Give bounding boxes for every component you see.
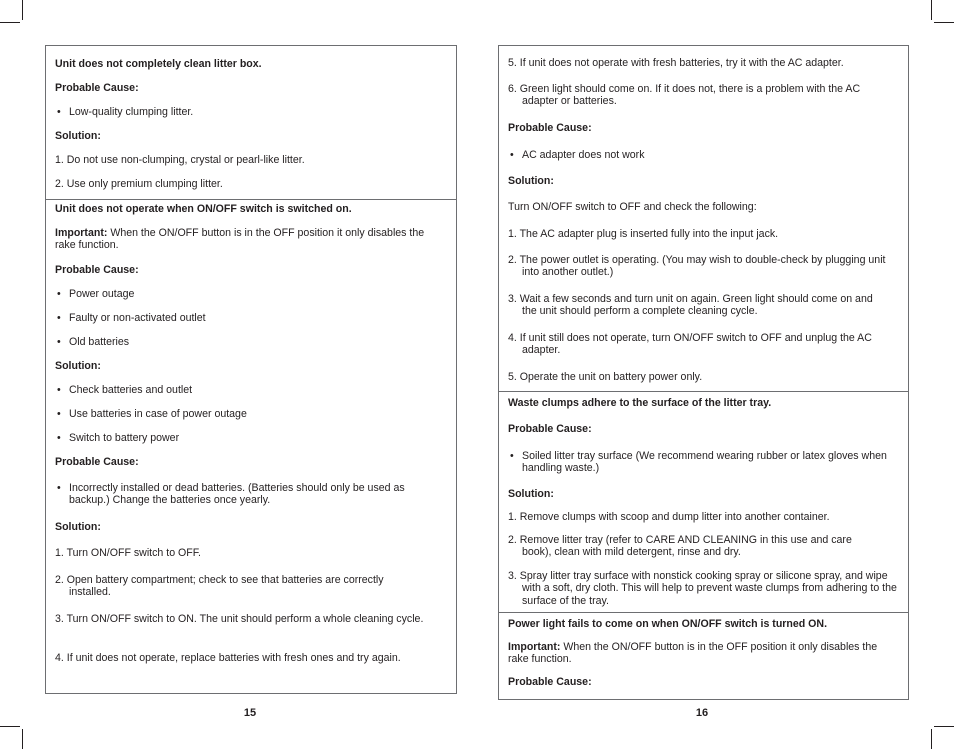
solution-step: 4. If unit does not operate, replace batteries with fresh ones and try again. [55, 652, 401, 664]
page-number: 16 [695, 707, 709, 719]
solution-step: 3. Turn ON/OFF switch to ON. The unit should perform a whole cleaning cycle. [55, 613, 424, 625]
cause-item: • Incorrectly installed or dead batteries. (Batteries should only be used as backup.) Change the batteries once yearly. [55, 482, 426, 507]
solution-step: 1. Do not use non-clumping, crystal or pearl-like litter. [55, 154, 305, 166]
important-note [508, 641, 898, 666]
solution-step: 5. If unit does not operate with fresh batteries, try it with the AC adapter. [508, 57, 844, 69]
crop-mark [934, 726, 954, 727]
solution-item: • Check batteries and outlet [55, 384, 446, 396]
section-unit-does-not-operate [46, 199, 456, 694]
right-page-panel [498, 45, 909, 700]
crop-mark [22, 729, 23, 749]
check-step: 4. If unit still does not operate, turn ON/OFF switch to OFF and unplug the AC adapter. [508, 332, 872, 357]
probable-cause-label: Probable Cause: [55, 264, 139, 276]
crop-mark [22, 0, 23, 20]
crop-mark [934, 22, 954, 23]
crop-mark [931, 0, 932, 20]
probable-cause-label: Probable Cause: [508, 122, 592, 134]
solution-item: • Use batteries in case of power outage [55, 408, 446, 420]
solution-label: Solution: [508, 488, 554, 500]
important-text: When the ON/OFF button is in the OFF position it only disables the rake function. [508, 641, 878, 666]
cause-item: • Faulty or non-activated outlet [55, 312, 446, 324]
section-heading: Waste clumps adhere to the surface of the litter tray. [508, 397, 772, 409]
check-step: 3. Wait a few seconds and turn unit on again. Green light should come on and the unit should perform a complete cleaning cycle. [508, 293, 873, 318]
section-waste-clumps [499, 391, 908, 613]
section-heading: Unit does not operate when ON/OFF switch is switched on. [55, 203, 352, 215]
solution-label: Solution: [55, 521, 101, 533]
solution-step: 6. Green light should come on. If it does not, there is a problem with the AC adapter or batteries. [508, 83, 861, 108]
crop-mark [0, 726, 20, 727]
probable-cause-label: Probable Cause: [55, 82, 139, 94]
cause-item: • Low-quality clumping litter. [55, 106, 446, 118]
solution-step: 2. Remove litter tray (refer to CARE AND CLEANING in this use and care book), clean with mild detergent, rinse and dry. [508, 534, 852, 559]
important-label: Important: [55, 227, 108, 239]
solution-label: Solution: [508, 175, 554, 187]
solution-step: 3. Spray litter tray surface with nonstick cooking spray or silicone spray, and wipe with a soft, dry cloth. This will help to prevent waste clumps from adhering to the surface of the tray. [508, 570, 897, 607]
solution-item: • Switch to battery power [55, 432, 446, 444]
page-number: 15 [243, 707, 257, 719]
cause-item: • Soiled litter tray surface (We recommend wearing rubber or latex gloves when handling waste.) [508, 450, 888, 475]
solution-intro: Turn ON/OFF switch to OFF and check the following: [508, 201, 757, 213]
probable-cause-label: Probable Cause: [508, 676, 592, 688]
solution-step: 2. Open battery compartment; check to see that batteries are correctly installed. [55, 574, 384, 599]
check-step: 2. The power outlet is operating. (You may wish to double-check by plugging unit into another outlet.) [508, 254, 886, 279]
cause-item: • Old batteries [55, 336, 446, 348]
probable-cause-label: Probable Cause: [508, 423, 592, 435]
important-text: When the ON/OFF button is in the OFF position it only disables the rake function. [55, 227, 425, 252]
crop-mark [0, 22, 20, 23]
important-note [55, 227, 446, 252]
left-page-panel [45, 45, 457, 694]
probable-cause-label: Probable Cause: [55, 456, 139, 468]
solution-step: 2. Use only premium clumping litter. [55, 178, 223, 190]
section-power-light [499, 612, 908, 701]
cause-item: • Power outage [55, 288, 446, 300]
solution-step: 1. Turn ON/OFF switch to OFF. [55, 547, 201, 559]
crop-mark [931, 729, 932, 749]
section-heading: Power light fails to come on when ON/OFF switch is turned ON. [508, 618, 828, 630]
important-label: Important: [508, 641, 561, 653]
check-step: 5. Operate the unit on battery power only. [508, 371, 703, 383]
solution-step: 1. Remove clumps with scoop and dump litter into another container. [508, 511, 830, 523]
section-heading: Unit does not completely clean litter box. [55, 58, 262, 70]
solution-label: Solution: [55, 130, 101, 142]
cause-item: • AC adapter does not work [508, 149, 898, 161]
check-step: 1. The AC adapter plug is inserted fully into the input jack. [508, 228, 779, 240]
solution-label: Solution: [55, 360, 101, 372]
